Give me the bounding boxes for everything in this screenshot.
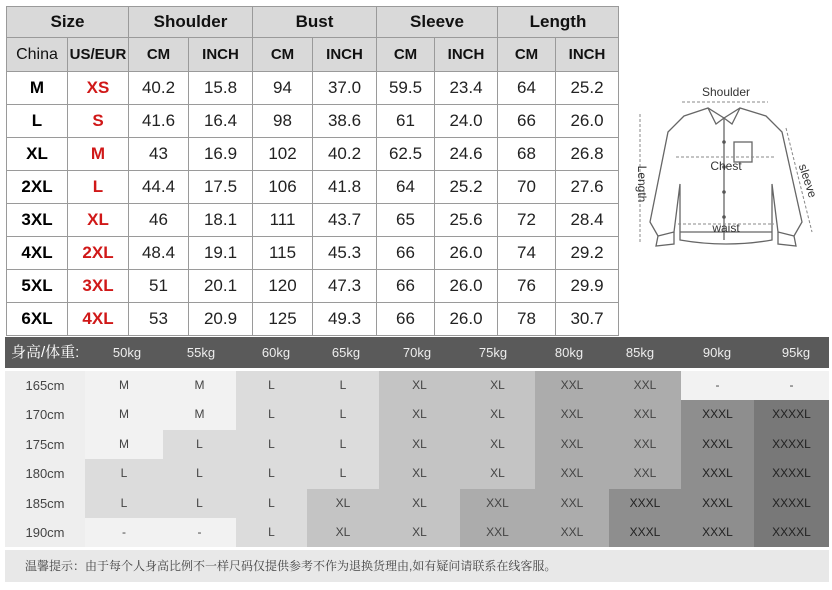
size-recommendation-cell: XXXL <box>609 518 681 547</box>
china-size-cell: 3XL <box>7 204 68 237</box>
measurement-cell: 68 <box>498 138 556 171</box>
measurement-cell: 74 <box>498 237 556 270</box>
measurement-cell: 24.0 <box>435 105 498 138</box>
measurement-cell: 62.5 <box>377 138 435 171</box>
height-row <box>5 518 829 547</box>
measurement-cell: 19.1 <box>189 237 253 270</box>
measurement-cell: 20.1 <box>189 270 253 303</box>
height-label: 190cm <box>5 518 85 547</box>
measurement-cell: 125 <box>253 303 313 336</box>
china-size-cell: 4XL <box>7 237 68 270</box>
size-recommendation-cell: M <box>163 400 236 429</box>
size-row <box>7 72 619 105</box>
measurement-cell: 65 <box>377 204 435 237</box>
header-shoulder: Shoulder <box>129 7 253 38</box>
size-recommendation-cell: XL <box>379 459 460 488</box>
us-eur-size-cell: 4XL <box>68 303 129 336</box>
header-size: Size <box>7 7 129 38</box>
sub-header-bust-inch: INCH <box>313 38 377 72</box>
china-size-cell: L <box>7 105 68 138</box>
us-eur-size-cell: S <box>68 105 129 138</box>
measurement-cell: 24.6 <box>435 138 498 171</box>
size-recommendation-cell: L <box>163 459 236 488</box>
size-recommendation-cell: L <box>163 430 236 459</box>
sub-header-shoulder-inch: INCH <box>189 38 253 72</box>
us-eur-size-cell: L <box>68 171 129 204</box>
size-recommendation-cell: XL <box>307 518 379 547</box>
height-row <box>5 430 829 459</box>
size-recommendation-cell: XXL <box>460 518 535 547</box>
sub-header-us-eur: US/EUR <box>68 38 129 72</box>
sub-header-china: China <box>7 38 68 72</box>
size-recommendation-cell: XXL <box>535 400 609 429</box>
size-recommendation-cell: M <box>85 430 163 459</box>
measurement-cell: 28.4 <box>556 204 619 237</box>
measurement-cell: 70 <box>498 171 556 204</box>
measurement-cell: 59.5 <box>377 72 435 105</box>
size-table-body <box>7 72 619 336</box>
measurement-cell: 25.6 <box>435 204 498 237</box>
size-recommendation-cell: L <box>236 518 307 547</box>
measurement-cell: 25.2 <box>435 171 498 204</box>
measurement-cell: 111 <box>253 204 313 237</box>
measurement-cell: 66 <box>377 270 435 303</box>
measurement-cell: 66 <box>498 105 556 138</box>
measurement-cell: 61 <box>377 105 435 138</box>
measurement-cell: 37.0 <box>313 72 377 105</box>
measurement-cell: 120 <box>253 270 313 303</box>
size-recommendation-cell: L <box>85 489 163 518</box>
measurement-cell: 25.2 <box>556 72 619 105</box>
weight-label: 50kg <box>112 345 142 360</box>
size-recommendation-cell: L <box>236 459 307 488</box>
measurement-cell: 72 <box>498 204 556 237</box>
size-recommendation-cell: XXXXL <box>754 489 829 518</box>
size-recommendation-cell: XXL <box>535 489 609 518</box>
size-recommendation-cell: XL <box>460 459 535 488</box>
size-row <box>7 171 619 204</box>
size-recommendation-cell: XXXL <box>681 518 754 547</box>
size-recommendation-cell: XXXL <box>681 459 754 488</box>
header-bust: Bust <box>253 7 377 38</box>
size-recommendation-cell: XL <box>460 430 535 459</box>
sub-header-row <box>7 38 619 72</box>
size-recommendation-cell: M <box>85 371 163 400</box>
size-recommendation-cell: L <box>307 400 379 429</box>
measurement-cell: 46 <box>129 204 189 237</box>
weight-label: 85kg <box>625 345 655 360</box>
header-sleeve: Sleeve <box>377 7 498 38</box>
measurement-cell: 26.0 <box>435 270 498 303</box>
size-recommendation-cell: XXL <box>609 371 681 400</box>
measurement-cell: 115 <box>253 237 313 270</box>
china-size-cell: 6XL <box>7 303 68 336</box>
height-row <box>5 371 829 400</box>
sub-header-length-cm: CM <box>498 38 556 72</box>
size-recommendation-cell: XXL <box>535 430 609 459</box>
height-label: 170cm <box>5 400 85 429</box>
header-length: Length <box>498 7 619 38</box>
size-recommendation-cell: XL <box>460 371 535 400</box>
measurement-cell: 64 <box>498 72 556 105</box>
us-eur-size-cell: XL <box>68 204 129 237</box>
label-shoulder: Shoulder <box>701 85 751 99</box>
weight-label: 75kg <box>478 345 508 360</box>
measurement-cell: 76 <box>498 270 556 303</box>
size-recommendation-cell: L <box>307 371 379 400</box>
measurement-cell: 30.7 <box>556 303 619 336</box>
size-recommendation-cell: M <box>163 371 236 400</box>
measurement-cell: 43.7 <box>313 204 377 237</box>
height-row <box>5 459 829 488</box>
height-label: 185cm <box>5 489 85 518</box>
weight-label: 65kg <box>331 345 361 360</box>
measurement-cell: 16.4 <box>189 105 253 138</box>
size-recommendation-cell: - <box>163 518 236 547</box>
measurement-cell: 18.1 <box>189 204 253 237</box>
measurement-cell: 26.0 <box>435 237 498 270</box>
size-recommendation-cell: XL <box>460 400 535 429</box>
weight-label: 95kg <box>781 345 811 360</box>
label-length: Length <box>635 165 649 203</box>
measurement-cell: 48.4 <box>129 237 189 270</box>
size-recommendation-cell: L <box>307 459 379 488</box>
size-row <box>7 105 619 138</box>
measurement-cell: 94 <box>253 72 313 105</box>
sub-header-shoulder-cm: CM <box>129 38 189 72</box>
size-recommendation-cell: L <box>236 400 307 429</box>
size-recommendation-cell: XL <box>379 371 460 400</box>
height-row <box>5 489 829 518</box>
size-row <box>7 270 619 303</box>
measurement-cell: 40.2 <box>129 72 189 105</box>
size-recommendation-cell: XXXL <box>609 489 681 518</box>
weight-height-title: 身高/体重: <box>11 344 80 361</box>
size-recommendation-cell: - <box>681 371 754 400</box>
size-recommendation-cell: L <box>236 430 307 459</box>
size-recommendation-cell: XXXXL <box>754 518 829 547</box>
measurement-cell: 41.6 <box>129 105 189 138</box>
measurement-cell: 78 <box>498 303 556 336</box>
shirt-measurement-diagram <box>626 72 826 267</box>
size-recommendation-cell: XXL <box>460 489 535 518</box>
size-note <box>5 550 829 582</box>
height-label: 165cm <box>5 371 85 400</box>
note-text: 温馨提示：由于每个人身高比例不一样尺码仅提供参考不作为退换货理由,如有疑问请联系在线客服。 <box>25 559 557 573</box>
size-recommendation-cell: L <box>307 430 379 459</box>
measurement-cell: 16.9 <box>189 138 253 171</box>
height-row <box>5 400 829 429</box>
size-recommendation-cell: M <box>85 400 163 429</box>
measurement-cell: 23.4 <box>435 72 498 105</box>
weight-height-header <box>5 337 829 368</box>
size-recommendation-cell: - <box>85 518 163 547</box>
size-row <box>7 237 619 270</box>
size-row <box>7 204 619 237</box>
measurement-cell: 98 <box>253 105 313 138</box>
us-eur-size-cell: XS <box>68 72 129 105</box>
us-eur-size-cell: 3XL <box>68 270 129 303</box>
size-recommendation-cell: XL <box>379 489 460 518</box>
size-recommendation-cell: - <box>754 371 829 400</box>
size-recommendation-cell: XXL <box>609 400 681 429</box>
measurement-cell: 26.0 <box>556 105 619 138</box>
size-recommendation-cell: XXL <box>535 518 609 547</box>
weight-label: 60kg <box>261 345 291 360</box>
measurement-cell: 106 <box>253 171 313 204</box>
measurement-cell: 49.3 <box>313 303 377 336</box>
group-header-row <box>7 7 619 38</box>
size-recommendation-cell: XXL <box>609 459 681 488</box>
size-recommendation-cell: XL <box>307 489 379 518</box>
size-row <box>7 303 619 336</box>
size-recommendation-cell: XXXXL <box>754 400 829 429</box>
weight-height-grid <box>5 371 829 547</box>
size-recommendation-cell: XXXXL <box>754 430 829 459</box>
measurement-cell: 66 <box>377 303 435 336</box>
weight-label: 70kg <box>402 345 432 360</box>
measurement-cell: 51 <box>129 270 189 303</box>
measurement-cell: 64 <box>377 171 435 204</box>
size-recommendation-cell: XXL <box>609 430 681 459</box>
measurement-cell: 29.9 <box>556 270 619 303</box>
size-recommendation-cell: L <box>163 489 236 518</box>
size-recommendation-cell: XXXL <box>681 400 754 429</box>
china-size-cell: 2XL <box>7 171 68 204</box>
size-recommendation-cell: XXL <box>535 371 609 400</box>
us-eur-size-cell: 2XL <box>68 237 129 270</box>
weight-label: 55kg <box>186 345 216 360</box>
sub-header-sleeve-cm: CM <box>377 38 435 72</box>
measurement-cell: 43 <box>129 138 189 171</box>
size-recommendation-cell: XXXL <box>681 430 754 459</box>
measurement-cell: 41.8 <box>313 171 377 204</box>
size-recommendation-cell: XL <box>379 430 460 459</box>
height-label: 175cm <box>5 430 85 459</box>
measurement-cell: 26.8 <box>556 138 619 171</box>
label-waist: waist <box>712 221 740 235</box>
label-sleeve: sleeve <box>795 162 820 200</box>
measurement-cell: 15.8 <box>189 72 253 105</box>
measurement-cell: 20.9 <box>189 303 253 336</box>
label-chest: Chest <box>710 159 742 173</box>
size-recommendation-cell: L <box>236 371 307 400</box>
us-eur-size-cell: M <box>68 138 129 171</box>
measurement-cell: 45.3 <box>313 237 377 270</box>
china-size-cell: 5XL <box>7 270 68 303</box>
size-recommendation-cell: XL <box>379 400 460 429</box>
size-recommendation-cell: XXXL <box>681 489 754 518</box>
measurement-cell: 102 <box>253 138 313 171</box>
size-recommendation-cell: XXL <box>535 459 609 488</box>
size-recommendation-cell: XL <box>379 518 460 547</box>
measurement-cell: 29.2 <box>556 237 619 270</box>
measurement-cell: 53 <box>129 303 189 336</box>
sub-header-bust-cm: CM <box>253 38 313 72</box>
measurement-cell: 17.5 <box>189 171 253 204</box>
measurement-cell: 38.6 <box>313 105 377 138</box>
measurement-cell: 47.3 <box>313 270 377 303</box>
sub-header-sleeve-inch: INCH <box>435 38 498 72</box>
size-recommendation-cell: XXXXL <box>754 459 829 488</box>
china-size-cell: XL <box>7 138 68 171</box>
china-size-cell: M <box>7 72 68 105</box>
weight-label: 90kg <box>702 345 732 360</box>
height-label: 180cm <box>5 459 85 488</box>
size-table <box>6 6 619 336</box>
size-recommendation-cell: L <box>236 489 307 518</box>
measurement-cell: 26.0 <box>435 303 498 336</box>
sub-header-length-inch: INCH <box>556 38 619 72</box>
size-row <box>7 138 619 171</box>
measurement-cell: 44.4 <box>129 171 189 204</box>
size-recommendation-cell: L <box>85 459 163 488</box>
weight-label: 80kg <box>554 345 584 360</box>
measurement-cell: 27.6 <box>556 171 619 204</box>
measurement-cell: 40.2 <box>313 138 377 171</box>
measurement-cell: 66 <box>377 237 435 270</box>
